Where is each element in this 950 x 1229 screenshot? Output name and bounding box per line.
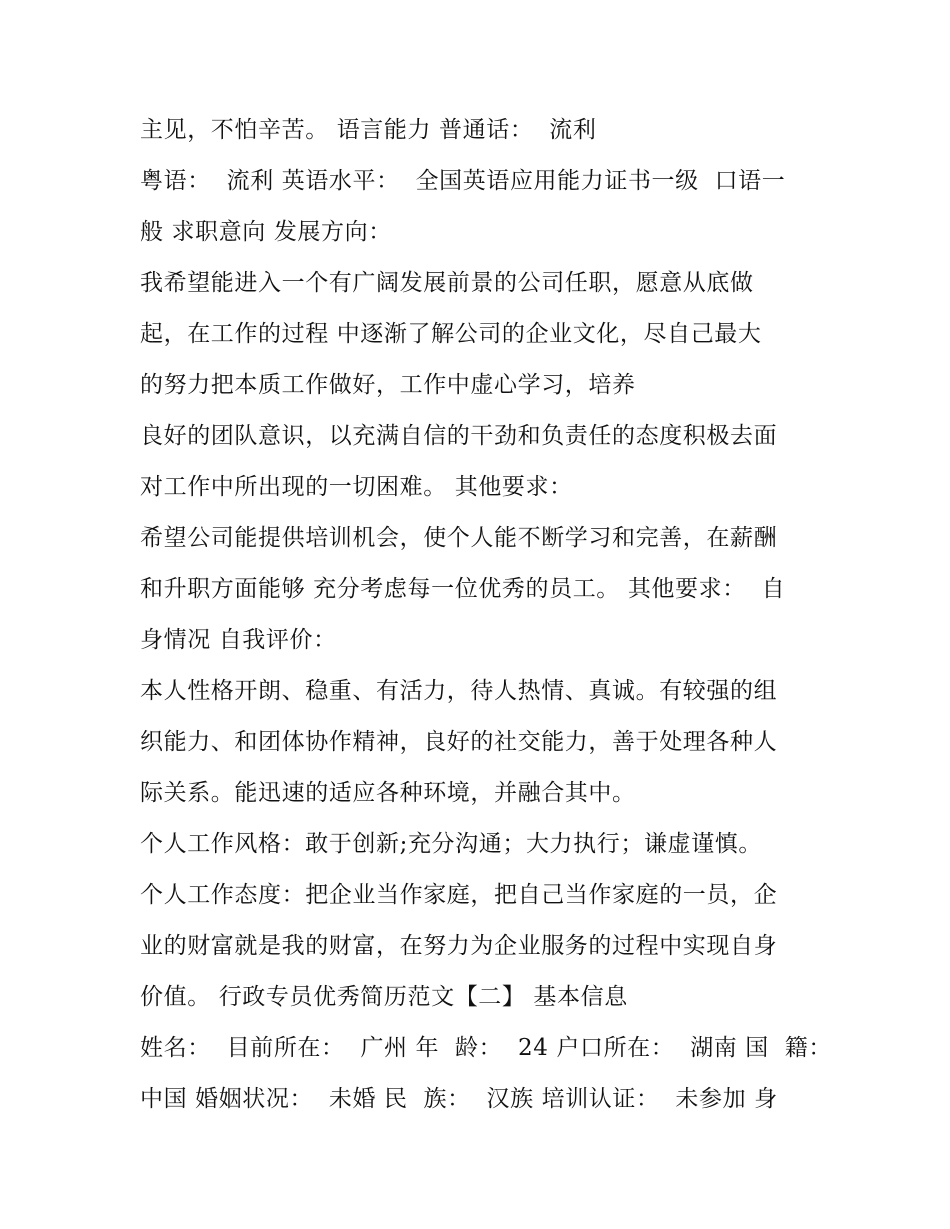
text-line: 中国 婚姻状况： 未婚 民 族： 汉族 培训认证： 未参加 身 (140, 1086, 778, 1112)
text-line: 个人工作态度：把企业当作家庭，把自己当作家庭的一员，企 (140, 882, 778, 908)
text-line: 的努力把本质工作做好，工作中虚心学习，培养 (140, 372, 636, 398)
text-line: 本人性格开朗、稳重、有活力，待人热情、真诚。有较强的组 (140, 678, 778, 704)
text-line: 身情况 自我评价： (140, 627, 337, 653)
text-line: 般 求职意向 发展方向： (140, 219, 392, 245)
text-line: 主见，不怕辛苦。 语言能力 普通话： 流利 (140, 117, 597, 143)
text-line: 希望公司能提供培训机会，使个人能不断学习和完善，在薪酬 (140, 525, 778, 551)
text-line: 织能力、和团体协作精神，良好的社交能力，善于处理各种人 (140, 729, 778, 755)
text-line: 对工作中所出现的一切困难。 其他要求： (140, 474, 573, 500)
text-line: 和升职方面能够 充分考虑每一位优秀的员工。 其他要求： 自 (140, 576, 786, 602)
text-line: 价值。 行政专员优秀简历范文【二】 基本信息 (140, 984, 628, 1010)
text-line: 个人工作风格：敢于创新;充分沟通；大力执行；谦虚谨慎。 (140, 831, 762, 857)
text-line: 良好的团队意识，以充满自信的干劲和负责任的态度积极去面 (140, 423, 778, 449)
text-line: 姓名： 目前所在： 广州 年 龄： 24 户口所在： 湖南 国 籍： (140, 1035, 832, 1061)
text-line: 起，在工作的过程 中逐渐了解公司的企业文化，尽自己最大 (140, 321, 762, 347)
text-line: 际关系。能迅速的适应各种环境，并融合其中。 (140, 780, 636, 806)
text-line: 业的财富就是我的财富，在努力为企业服务的过程中实现自身 (140, 933, 778, 959)
text-line: 我希望能进入一个有广阔发展前景的公司任职，愿意从底做 (140, 270, 754, 296)
text-line: 粤语： 流利 英语水平： 全国英语应用能力证书一级 口语一 (140, 168, 786, 194)
